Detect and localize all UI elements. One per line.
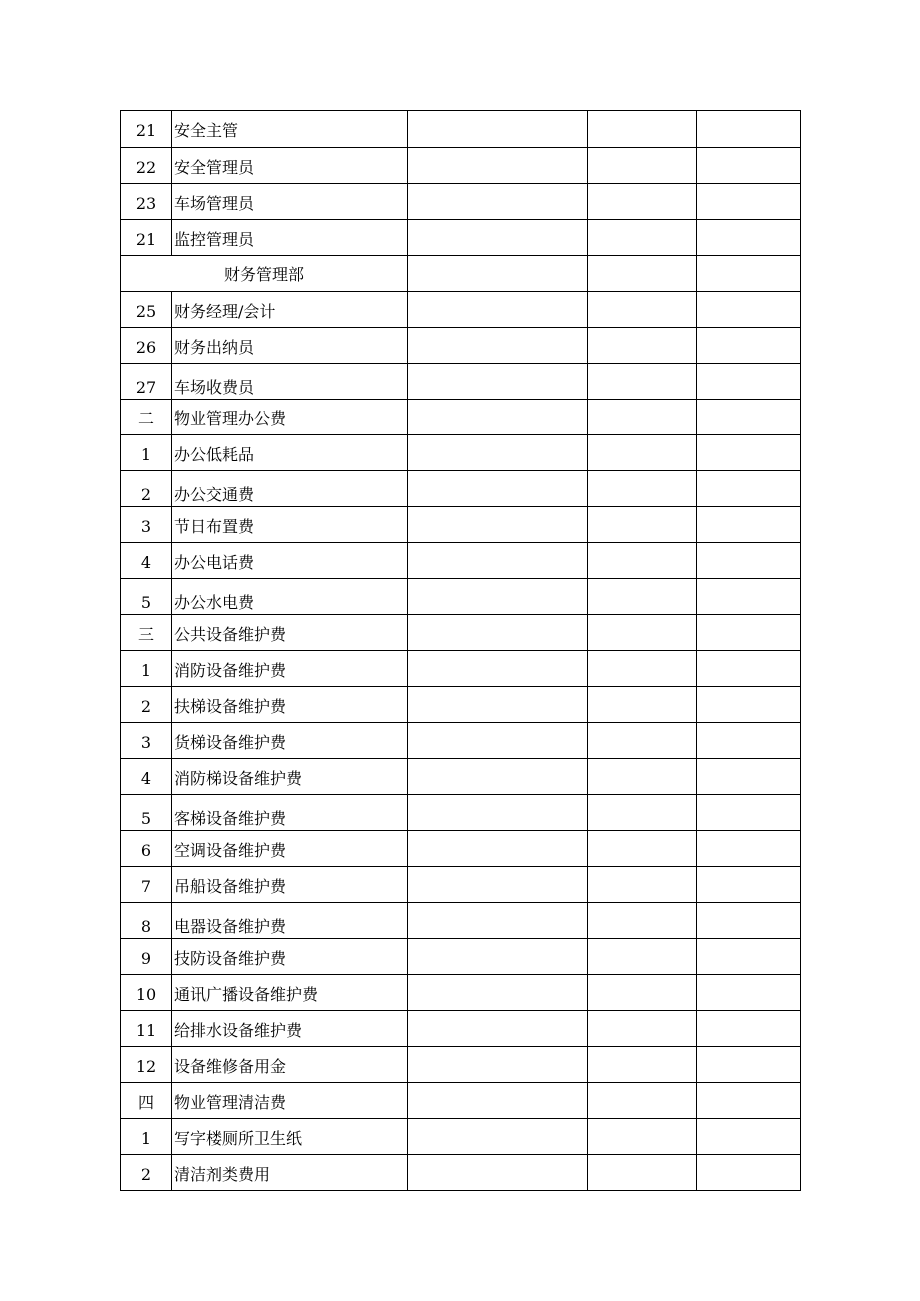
empty-cell [588, 759, 697, 795]
empty-cell [697, 184, 801, 220]
item-name: 安全主管 [172, 111, 408, 148]
item-name: 电器设备维护费 [172, 903, 408, 939]
table-row [121, 435, 801, 471]
empty-cell [408, 507, 588, 543]
item-name: 通讯广播设备维护费 [172, 975, 408, 1011]
item-name: 空调设备维护费 [172, 831, 408, 867]
empty-cell [408, 256, 588, 292]
item-name: 清洁剂类费用 [172, 1155, 408, 1191]
table-row [121, 1155, 801, 1191]
empty-cell [588, 903, 697, 939]
empty-cell [588, 471, 697, 507]
item-name: 节日布置费 [172, 507, 408, 543]
empty-cell [588, 256, 697, 292]
table-row [121, 1119, 801, 1155]
empty-cell [408, 975, 588, 1011]
empty-cell [697, 831, 801, 867]
empty-cell [408, 867, 588, 903]
empty-cell [697, 579, 801, 615]
row-number: 二 [121, 400, 172, 435]
empty-cell [588, 939, 697, 975]
empty-cell [697, 400, 801, 435]
row-number: 2 [121, 687, 172, 723]
empty-cell [697, 471, 801, 507]
row-number: 12 [121, 1047, 172, 1083]
table-row [121, 939, 801, 975]
empty-cell [408, 184, 588, 220]
row-number: 11 [121, 1011, 172, 1047]
empty-cell [588, 148, 697, 184]
table-row [121, 687, 801, 723]
item-name: 物业管理办公费 [172, 400, 408, 435]
empty-cell [588, 111, 697, 148]
item-name: 财务出纳员 [172, 328, 408, 364]
empty-cell [588, 1083, 697, 1119]
table-row [121, 543, 801, 579]
empty-cell [588, 795, 697, 831]
table-row [121, 507, 801, 543]
item-name: 扶梯设备维护费 [172, 687, 408, 723]
empty-cell [697, 795, 801, 831]
empty-cell [697, 759, 801, 795]
table-row [121, 328, 801, 364]
item-name: 车场管理员 [172, 184, 408, 220]
empty-cell [408, 795, 588, 831]
empty-cell [697, 1083, 801, 1119]
row-number: 21 [121, 220, 172, 256]
table-row [121, 111, 801, 148]
empty-cell [408, 435, 588, 471]
empty-cell [408, 615, 588, 651]
item-name: 财务经理/会计 [172, 292, 408, 328]
empty-cell [588, 615, 697, 651]
row-number: 4 [121, 759, 172, 795]
table-row [121, 867, 801, 903]
empty-cell [588, 435, 697, 471]
row-number: 1 [121, 1119, 172, 1155]
empty-cell [408, 759, 588, 795]
table-row [121, 651, 801, 687]
empty-cell [408, 292, 588, 328]
empty-cell [408, 579, 588, 615]
empty-cell [408, 471, 588, 507]
table-row [121, 723, 801, 759]
empty-cell [697, 723, 801, 759]
row-number: 26 [121, 328, 172, 364]
row-number: 5 [121, 795, 172, 831]
table-row [121, 903, 801, 939]
table-row [121, 364, 801, 400]
empty-cell [588, 1155, 697, 1191]
row-number: 1 [121, 651, 172, 687]
empty-cell [588, 184, 697, 220]
empty-cell [588, 867, 697, 903]
empty-cell [697, 867, 801, 903]
row-number: 7 [121, 867, 172, 903]
table-row [121, 831, 801, 867]
empty-cell [697, 220, 801, 256]
item-name: 给排水设备维护费 [172, 1011, 408, 1047]
empty-cell [408, 1083, 588, 1119]
table-row [121, 148, 801, 184]
empty-cell [697, 1011, 801, 1047]
table-row [121, 579, 801, 615]
empty-cell [697, 364, 801, 400]
table-row [121, 975, 801, 1011]
section-row [121, 256, 801, 292]
table-row [121, 400, 801, 435]
empty-cell [588, 687, 697, 723]
empty-cell [697, 1047, 801, 1083]
empty-cell [697, 256, 801, 292]
empty-cell [697, 507, 801, 543]
table-row [121, 759, 801, 795]
empty-cell [408, 939, 588, 975]
empty-cell [697, 543, 801, 579]
empty-cell [588, 579, 697, 615]
row-number: 10 [121, 975, 172, 1011]
empty-cell [588, 328, 697, 364]
row-number: 27 [121, 364, 172, 400]
row-number: 2 [121, 1155, 172, 1191]
empty-cell [408, 723, 588, 759]
table-row [121, 292, 801, 328]
row-number: 四 [121, 1083, 172, 1119]
item-name: 办公低耗品 [172, 435, 408, 471]
empty-cell [697, 687, 801, 723]
empty-cell [408, 220, 588, 256]
empty-cell [408, 1119, 588, 1155]
empty-cell [408, 1011, 588, 1047]
row-number: 22 [121, 148, 172, 184]
empty-cell [408, 1047, 588, 1083]
empty-cell [588, 292, 697, 328]
row-number: 3 [121, 507, 172, 543]
item-name: 办公水电费 [172, 579, 408, 615]
table-row [121, 615, 801, 651]
item-name: 货梯设备维护费 [172, 723, 408, 759]
empty-cell [408, 328, 588, 364]
empty-cell [588, 651, 697, 687]
empty-cell [697, 1119, 801, 1155]
empty-cell [408, 148, 588, 184]
item-name: 技防设备维护费 [172, 939, 408, 975]
empty-cell [588, 507, 697, 543]
table-body [121, 111, 801, 1191]
empty-cell [588, 1047, 697, 1083]
row-number: 23 [121, 184, 172, 220]
table-row [121, 795, 801, 831]
row-number: 三 [121, 615, 172, 651]
item-name: 客梯设备维护费 [172, 795, 408, 831]
empty-cell [408, 543, 588, 579]
empty-cell [588, 1011, 697, 1047]
table-row [121, 1011, 801, 1047]
empty-cell [408, 400, 588, 435]
empty-cell [588, 975, 697, 1011]
empty-cell [697, 615, 801, 651]
row-number: 1 [121, 435, 172, 471]
table-row [121, 1047, 801, 1083]
empty-cell [408, 831, 588, 867]
empty-cell [588, 831, 697, 867]
item-name: 办公电话费 [172, 543, 408, 579]
item-name: 设备维修备用金 [172, 1047, 408, 1083]
empty-cell [408, 903, 588, 939]
empty-cell [588, 400, 697, 435]
item-name: 消防梯设备维护费 [172, 759, 408, 795]
row-number: 5 [121, 579, 172, 615]
empty-cell [588, 543, 697, 579]
table-row [121, 1083, 801, 1119]
row-number: 3 [121, 723, 172, 759]
table-row [121, 184, 801, 220]
empty-cell [408, 687, 588, 723]
empty-cell [697, 292, 801, 328]
empty-cell [588, 1119, 697, 1155]
item-name: 公共设备维护费 [172, 615, 408, 651]
table-row [121, 471, 801, 507]
item-name: 监控管理员 [172, 220, 408, 256]
empty-cell [697, 435, 801, 471]
empty-cell [697, 975, 801, 1011]
empty-cell [697, 651, 801, 687]
row-number: 6 [121, 831, 172, 867]
empty-cell [408, 364, 588, 400]
empty-cell [408, 111, 588, 148]
empty-cell [408, 1155, 588, 1191]
table-row [121, 220, 801, 256]
empty-cell [588, 723, 697, 759]
empty-cell [697, 328, 801, 364]
section-title: 财务管理部 [121, 256, 408, 292]
row-number: 21 [121, 111, 172, 148]
empty-cell [588, 220, 697, 256]
item-name: 安全管理员 [172, 148, 408, 184]
row-number: 2 [121, 471, 172, 507]
empty-cell [697, 939, 801, 975]
item-name: 办公交通费 [172, 471, 408, 507]
empty-cell [697, 903, 801, 939]
item-name: 物业管理清洁费 [172, 1083, 408, 1119]
item-name: 吊船设备维护费 [172, 867, 408, 903]
item-name: 车场收费员 [172, 364, 408, 400]
empty-cell [697, 1155, 801, 1191]
row-number: 25 [121, 292, 172, 328]
budget-table [120, 110, 801, 1191]
empty-cell [697, 148, 801, 184]
item-name: 写字楼厕所卫生纸 [172, 1119, 408, 1155]
empty-cell [408, 651, 588, 687]
row-number: 4 [121, 543, 172, 579]
empty-cell [588, 364, 697, 400]
item-name: 消防设备维护费 [172, 651, 408, 687]
empty-cell [697, 111, 801, 148]
row-number: 8 [121, 903, 172, 939]
row-number: 9 [121, 939, 172, 975]
